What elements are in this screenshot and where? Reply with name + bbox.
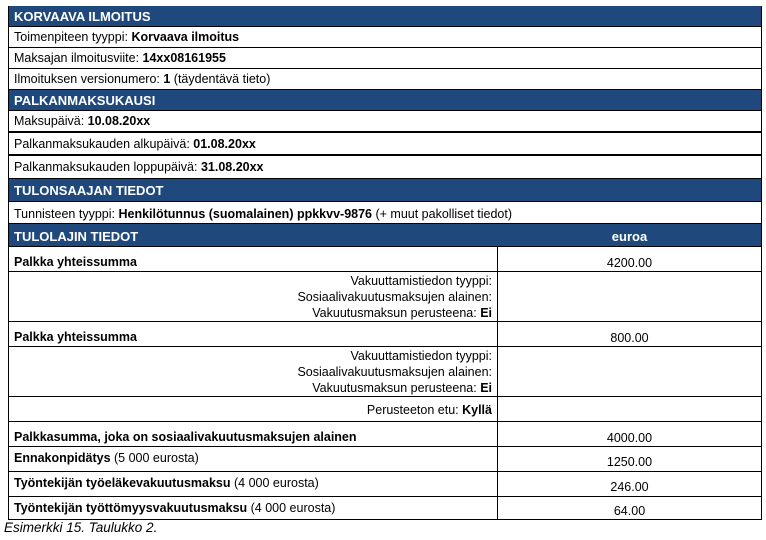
field-value: 31.08.20xx [200, 160, 264, 174]
amount-column-header: euroa [611, 229, 648, 244]
section-title: KORVAAVA ILMOITUS [14, 9, 151, 24]
detail-value: Ei [480, 381, 492, 395]
detail-line: Vakuutusmaksun perusteena: [312, 381, 481, 395]
detail-value: Kyllä [462, 403, 492, 417]
field-label: Toimenpiteen tyyppi: [14, 30, 132, 44]
field-value: 14xx08161955 [142, 51, 226, 65]
income-amount: 4200.00 [606, 256, 653, 270]
row-toimenpide [9, 27, 761, 48]
section-title: TULOLAJIN TIEDOT [14, 229, 139, 244]
detail-line: Vakuuttamistiedon tyyppi: [350, 274, 492, 288]
section-header-tulolaji [9, 224, 761, 247]
income-label: Palkka yhteissumma [14, 255, 137, 269]
income-label: Ennakonpidätys [14, 451, 111, 465]
field-label: Palkanmaksukauden alkupäivä: [14, 137, 194, 151]
field-label: Palkanmaksukauden loppupäivä: [14, 160, 201, 174]
payroll-report-table [8, 6, 762, 520]
field-value: Henkilötunnus (suomalainen) ppkkvv-9876 [118, 207, 373, 221]
field-value: Korvaava ilmoitus [131, 30, 240, 44]
income-row [9, 447, 761, 472]
income-label: Työntekijän työeläkevakuutusmaksu [14, 476, 231, 490]
row-ilmoitusviite [9, 48, 761, 69]
field-label: Maksajan ilmoitusviite: [14, 51, 143, 65]
income-row [9, 422, 761, 447]
perusteeton-etu-row [9, 397, 761, 422]
field-label: Maksupäivä: [14, 114, 88, 128]
field-suffix: (+ muut pakolliset tiedot) [372, 207, 513, 221]
income-note: (5 000 eurosta) [110, 451, 199, 465]
field-label: Ilmoituksen versionumero: [14, 72, 164, 86]
field-suffix: (täydentävä tieto) [170, 72, 271, 86]
income-amount: 4000.00 [606, 431, 653, 445]
section-header-korvaava [9, 6, 761, 27]
detail-line: Perusteeton etu: [366, 403, 463, 417]
detail-line: Vakuuttamistiedon tyyppi: [350, 349, 492, 363]
income-label: Palkkasumma, joka on sosiaalivakuutusmaksujen alainen [14, 430, 357, 444]
row-tunniste [9, 202, 761, 224]
income-row [9, 322, 761, 347]
income-amount: 246.00 [610, 480, 649, 494]
insurance-details [9, 347, 761, 397]
income-label: Työntekijän työttömyysvakuutusmaksu [14, 501, 248, 515]
detail-line: Vakuutusmaksun perusteena: [312, 306, 481, 320]
income-row [9, 497, 761, 520]
income-row [9, 247, 761, 272]
insurance-details [9, 272, 761, 322]
row-alkupaiva [9, 133, 761, 156]
income-row [9, 472, 761, 497]
income-amount: 64.00 [613, 504, 646, 518]
table-caption: Esimerkki 15. Taulukko 2. [4, 520, 158, 535]
income-label: Palkka yhteissumma [14, 330, 137, 344]
row-versionumero [9, 69, 761, 90]
income-note: (4 000 eurosta) [247, 501, 336, 515]
section-title: TULONSAAJAN TIEDOT [14, 183, 164, 198]
detail-line: Sosiaalivakuutusmaksujen alainen: [297, 290, 492, 304]
detail-value: Ei [480, 306, 492, 320]
section-header-tulonsaaja [9, 179, 761, 202]
row-maksupaiva [9, 111, 761, 133]
field-value: 1 [163, 72, 171, 86]
field-value: 10.08.20xx [87, 114, 151, 128]
section-header-palkanmaksukausi [9, 90, 761, 111]
income-amount: 1250.00 [606, 455, 653, 469]
income-amount: 800.00 [610, 331, 649, 345]
detail-line: Sosiaalivakuutusmaksujen alainen: [297, 365, 492, 379]
income-note: (4 000 eurosta) [230, 476, 319, 490]
section-title: PALKANMAKSUKAUSI [14, 93, 156, 108]
row-loppupaiva [9, 156, 761, 179]
field-value: 01.08.20xx [193, 137, 256, 151]
field-label: Tunnisteen tyyppi: [14, 207, 119, 221]
